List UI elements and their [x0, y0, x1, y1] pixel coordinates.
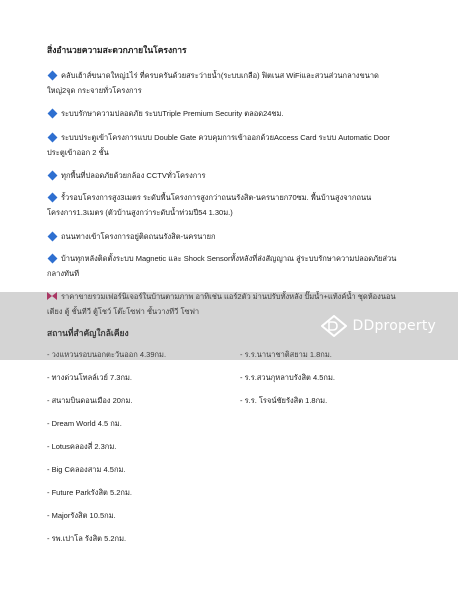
bullet-text: ทุกพื้นที่ปลอดภัยด้วยกล้อง CCTVทั่วโครงการ	[61, 171, 206, 180]
bullet-text: รั้วรอบโครงการสูง3เมตร ระดับพื้นโครงการสูงกว่าถนนรังสิต-นครนายก70ซม. พื้นบ้านสูงจากถนนโครงการ1.3เมตร (ตัวบ้านสูงกว่าระดับน้ำท่วมปี54 1.30ม.)	[47, 193, 372, 217]
bullet-gate	[47, 130, 407, 160]
place-item: - สนามบินดอนเมือง 20กม.	[47, 396, 133, 405]
diamond-icon	[48, 108, 58, 118]
bullet-text: ถนนทางเข้าโครงการอยู่ติดถนนรังสิต-นครนายก	[61, 232, 216, 241]
bullet-text: ระบบประตูเข้าโครงการแบบ Double Gate ควบคุมการเข้าออกด้วยAccess Card ระบบ Automatic Door ประตูเข้าออก 2 ชั้น	[47, 133, 390, 157]
ddproperty-watermark	[0, 292, 458, 360]
bullet-sensor	[47, 251, 407, 281]
place-item: - Majorรังสิต 10.5กม.	[47, 511, 116, 520]
bullet-cctv	[47, 168, 407, 183]
bullet-road	[47, 229, 407, 244]
place-item: - ร.ร.สวนกุหลาบรังสิต 4.5กม.	[240, 373, 335, 382]
bullet-text: คลับเฮ้าส์ขนาดใหญ่1ไร่ ที่ครบครันด้วยสระว่ายน้ำ(ระบบเกลือ) ฟิตเนส WiFiและสวนส่วนกลางขนาดใหญ่2จุด กระจายทั่วโครงการ	[47, 71, 379, 95]
place-item: - Dream World 4.5 กม.	[47, 419, 122, 428]
diamond-icon	[48, 132, 58, 142]
place-item: - ทางด่วนโทลล์เวย์ 7.3กม.	[47, 373, 133, 382]
bullet-text: บ้านทุกหลังติดตั้งระบบ Magnetic และ Shock Sensorทั้งหลังที่ส่งสัญญาณ สู่ระบบรักษาความปลอดภัยส่วนกลางทันที	[47, 254, 397, 278]
diamond-icon	[48, 231, 58, 241]
watermark-logo	[321, 315, 437, 337]
diamond-icon	[48, 253, 58, 263]
place-item: - Lotusคลองสี่ 2.3กม.	[47, 442, 117, 451]
places-heading: สถานที่สำคัญใกล้เคียง	[47, 328, 129, 338]
promo-text: ราคาขายรวมเฟอร์นิเจอร์ในบ้านตามภาพ อาทิเช่น แอร์2ตัว ม่านปรับทั้งหลัง ปั๊มน้ำ+แท้งค์น้ำ ชุดห้องนอน เตียง ตู้ ชั้นทีวี ตู้โชว์ โต๊ะโซฟา ชั้นวางทีวี โซฟา	[47, 292, 396, 316]
place-item: - รพ.เปาโล รังสิต 5.2กม.	[47, 534, 127, 543]
bullet-security	[47, 106, 407, 121]
diamond-icon	[48, 70, 58, 80]
watermark-text: DDproperty	[352, 318, 436, 334]
bullet-fence	[47, 190, 407, 220]
ddproperty-logo-icon	[321, 315, 347, 337]
diamond-icon	[48, 170, 58, 180]
page-heading: สิ่งอำนวยความสะดวกภายในโครงการ	[47, 45, 187, 55]
bullet-text: ระบบรักษาความปลอดภัย ระบบTriple Premium Security ตลอด24ชม.	[61, 109, 284, 118]
place-item: - Future Parkรังสิต 5.2กม.	[47, 488, 132, 497]
diamond-icon	[48, 192, 58, 202]
place-item: - ร.ร. โรจน์ชัยรังสิต 1.8กม.	[240, 396, 328, 405]
place-item: - ร.ร.นานาชาติสยาม 1.8กม.	[240, 350, 332, 359]
place-item: - วงแหวนรอบนอกตะวันออก 4.39กม.	[47, 350, 167, 359]
place-item: - Big Cคลองสาม 4.5กม.	[47, 465, 126, 474]
bullet-clubhouse	[47, 68, 407, 98]
